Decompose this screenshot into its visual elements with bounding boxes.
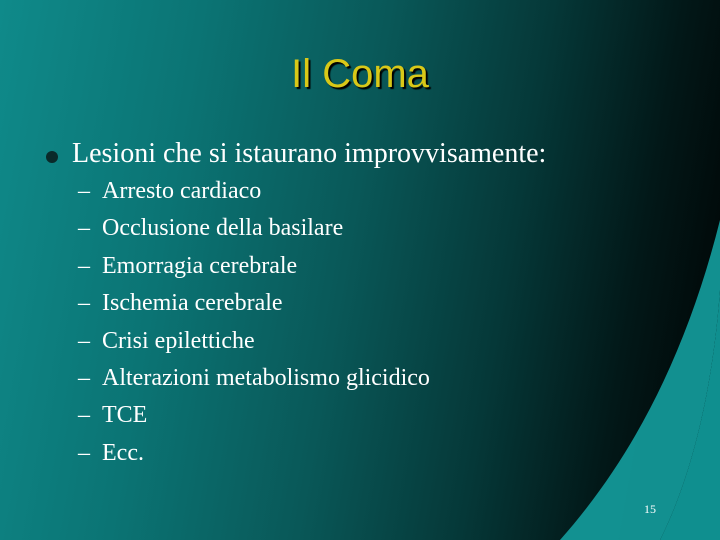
page-number: 15 bbox=[644, 502, 656, 516]
dash-icon: – bbox=[78, 402, 90, 429]
dash-icon: – bbox=[78, 178, 90, 204]
sub-bullet-text: TCE bbox=[102, 402, 148, 429]
main-bullet-text: Lesioni che si istaurano improvvisamente: bbox=[72, 138, 547, 169]
dash-icon: – bbox=[78, 215, 90, 242]
sub-bullet-text: Occlusione della basilare bbox=[102, 215, 344, 242]
sub-bullet-text: Emorragia cerebrale bbox=[102, 252, 298, 279]
sub-bullet-text: Ecc. bbox=[102, 439, 144, 466]
dash-icon: – bbox=[78, 439, 90, 466]
dash-icon: – bbox=[78, 364, 90, 391]
sub-bullet-text: Arresto cardiaco bbox=[102, 178, 262, 204]
sub-bullet-text: Crisi epilettiche bbox=[102, 327, 255, 354]
slide-title: Il Coma bbox=[291, 52, 429, 96]
dash-icon: – bbox=[78, 327, 90, 354]
sub-bullet-text: Ischemia cerebrale bbox=[102, 290, 283, 317]
bullet-dot-icon bbox=[46, 151, 58, 163]
sub-bullet-text: Alterazioni metabolismo glicidico bbox=[102, 364, 430, 391]
dash-icon: – bbox=[78, 290, 90, 317]
dash-icon: – bbox=[78, 252, 90, 279]
main-bullet bbox=[46, 135, 686, 175]
